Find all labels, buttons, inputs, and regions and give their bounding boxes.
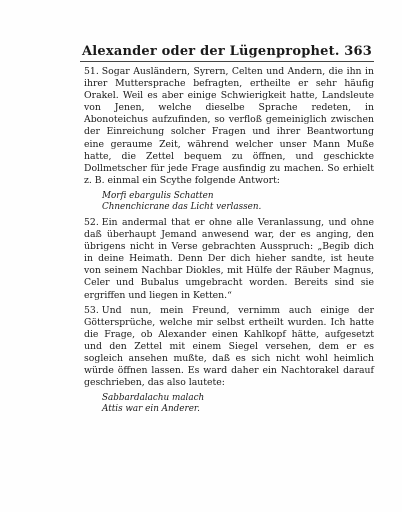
running-title: Alexander oder der Lügenprophet. xyxy=(82,44,340,59)
verse-line: Chnenchicrane das Licht verlassen. xyxy=(102,201,262,212)
page-body xyxy=(84,66,374,419)
paragraph-53 xyxy=(84,305,374,390)
paragraph-51 xyxy=(84,66,374,187)
header-rule xyxy=(80,61,374,62)
oracle-verse-night xyxy=(102,393,374,415)
paragraph-text: Sogar Ausländern, Syrern, Celten und Andern, die ihn in ihrer Muttersprache befragten, ertheilte er sehr häufig Orakel. Weil es aber einige Schwierigkeit hatte, Landsleute von Jenen, welche dieselbe Sprache redeten, in Abonoteichus aufzufinden, so verfloß gemeiniglich zwischen der Einreichung solcher Fragen und ihrer Beantwortung eine geraume Zeit, während welcher unser Mann Muße hatte, die Zettel bequem zu öffnen, und geschickte Dollmetscher für jede Frage ausfindig zu machen. So erhielt z. B. einmal ein Scythe folgende Antwort: xyxy=(84,66,374,186)
paragraph-number: 51. xyxy=(84,66,99,77)
paragraph-52 xyxy=(84,217,374,302)
paragraph-number: 53. xyxy=(84,304,99,316)
paragraph-text: Ein andermal that er ohne alle Veranlassung, und ohne daß überhaupt Jemand anwesend war, der es anging, den übrigens nicht in Verse gebrachten Ausspruch: „Begib dich in deine Heimath. Denn Der dich hieher sandte, ist heute von seinem Nachbar Diokles, mit Hülfe der Räuber Magnus, Celer und Bubalus umgebracht worden. Bereits sind sie ergriffen und liegen in Ketten.“ xyxy=(84,216,374,301)
paragraph-text: Und nun, mein Freund, vernimm auch einige der Göttersprüche, welche mir selbst ertheilt wurden. Ich hatte die Frage, ob Alexander einen Kahlkopf hätte, aufgesetzt und den Zettel mit einem Siegel versehen, dem er es sogleich ansehen mußte, daß es sich nicht wohl heimlich würde öffnen lassen. Es ward daher ein Nachtorakel darauf geschrieben, das also lautete: xyxy=(84,304,374,389)
oracle-verse-scythe xyxy=(102,191,374,213)
verse-line: Sabbardalachu malach xyxy=(102,393,205,404)
running-header xyxy=(82,44,372,60)
verse-line: Attis war ein Anderer. xyxy=(102,404,200,415)
verse-line: Morfi ebargulis Schatten xyxy=(102,190,214,201)
page-number: 363 xyxy=(344,44,372,59)
paragraph-number: 52. xyxy=(84,216,99,228)
